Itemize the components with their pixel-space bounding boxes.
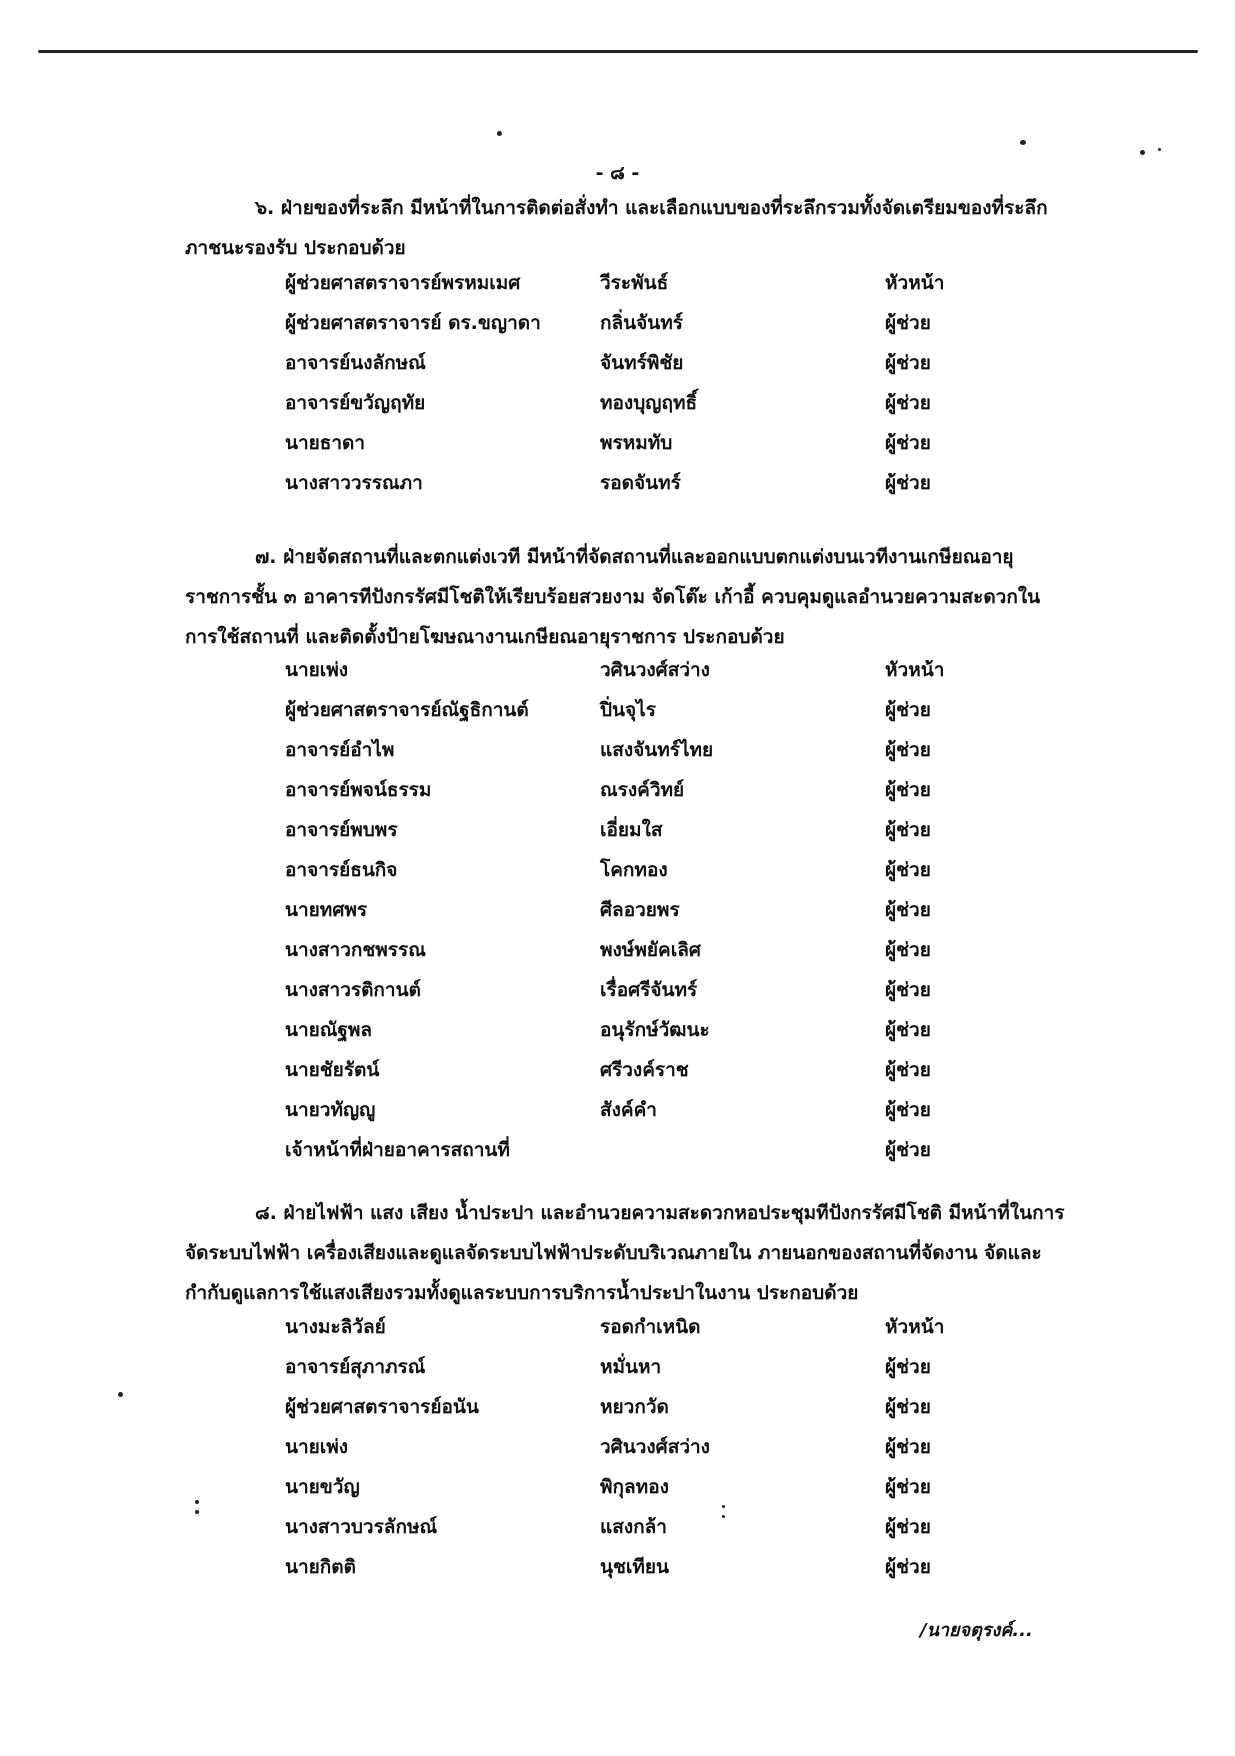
member-role: ผู้ช่วย — [885, 432, 931, 454]
member-role: ผู้ช่วย — [885, 1436, 931, 1458]
member-name: นายทศพร — [285, 899, 368, 921]
section-8-text: ๘. ฝ่ายไฟฟ้า แสง เสียง น้ำประปา และอำนวยความสะดวกหอประชุมทีปังกรรัศมีโชติ มีหน้าที่ในการจัดระบบไฟฟ้า เครื่องเสียงและดูแลจัดระบบไฟฟ้าประดับบริเวณภายใน ภายนอกของสถานที่จัดงาน จัดและกำกับดูแลการใช้แสงเสียงรวมทั้งดูแลระบบการบริการน้ำประปาในงาน ประกอบด้วย — [185, 1202, 1065, 1304]
member-surname: เอี่ยมใส — [600, 819, 663, 841]
member-name: อาจารย์พจน์ธรรม — [285, 779, 432, 801]
member-surname: พงษ์พยัคเลิศ — [600, 939, 701, 961]
member-surname: รอดกำเหนิด — [600, 1316, 701, 1338]
member-surname: รอดจันทร์ — [600, 472, 681, 494]
member-role: ผู้ช่วย — [885, 899, 931, 921]
member-name: อาจารย์สุภาภรณ์ — [285, 1356, 426, 1378]
member-surname: ทองบุญฤทธิ์ — [600, 392, 698, 414]
scan-speck — [1158, 148, 1161, 151]
member-surname: อนุรักษ์วัฒนะ — [600, 1019, 710, 1041]
member-surname: จันทร์พิชัย — [600, 352, 684, 374]
member-name: ผู้ช่วยศาสตราจารย์พรหมเมศ — [285, 272, 521, 294]
member-role: ผู้ช่วย — [885, 819, 931, 841]
member-surname: หยวกวัด — [600, 1396, 669, 1418]
member-surname: ศรีวงค์ราช — [600, 1059, 689, 1081]
member-role: หัวหน้า — [885, 659, 945, 681]
member-surname: วศินวงศ์สว่าง — [600, 1436, 710, 1458]
member-role: ผู้ช่วย — [885, 1099, 931, 1121]
member-name: นายธาดา — [285, 432, 366, 454]
member-name: เจ้าหน้าที่ฝ่ายอาคารสถานที่ — [285, 1139, 510, 1161]
member-name: อาจารย์นงลักษณ์ — [285, 352, 426, 374]
member-name: อาจารย์ธนกิจ — [285, 859, 398, 881]
member-role: ผู้ช่วย — [885, 699, 931, 721]
member-name: นางสาวรติกานต์ — [285, 979, 421, 1001]
member-role: ผู้ช่วย — [885, 472, 931, 494]
section-7-text: ๗. ฝ่ายจัดสถานที่และตกแต่งเวที มีหน้าที่จัดสถานที่และออกแบบตกแต่งบนเวทีงานเกษียณอายุราชการชั้น ๓ อาคารทีปังกรรัศมีโชติให้เรียบร้อยสวยงาม จัดโต๊ะ เก้าอี้ ควบคุมดูแลอำนวยความสะดวกในการใช้สถานที่ และติดตั้งป้ายโฆษณางานเกษียณอายุราชการ ประกอบด้วย — [185, 546, 1041, 648]
member-role: ผู้ช่วย — [885, 1019, 931, 1041]
member-name: นายกิตติ — [285, 1556, 356, 1578]
member-name: ผู้ช่วยศาสตราจารย์อนัน — [285, 1396, 479, 1418]
member-surname: วศินวงศ์สว่าง — [600, 659, 710, 681]
member-role: ผู้ช่วย — [885, 1059, 931, 1081]
scan-speck — [195, 1500, 199, 1504]
member-surname: นุชเทียน — [600, 1556, 670, 1578]
member-role: ผู้ช่วย — [885, 392, 931, 414]
member-surname: ศีลอวยพร — [600, 899, 680, 921]
member-role: ผู้ช่วย — [885, 352, 931, 374]
member-name: นายเพ่ง — [285, 1436, 349, 1458]
member-role: ผู้ช่วย — [885, 1396, 931, 1418]
member-name: ผู้ช่วยศาสตราจารย์ณัฐธิกานต์ — [285, 699, 529, 721]
member-surname: กลิ่นจันทร์ — [600, 312, 683, 334]
member-name: นางสาวบวรลักษณ์ — [285, 1516, 438, 1538]
scan-speck — [497, 131, 502, 136]
section-6-paragraph — [185, 188, 1065, 268]
member-name: นางมะลิวัลย์ — [285, 1316, 386, 1338]
member-role: ผู้ช่วย — [885, 1476, 931, 1498]
page-number: - ๘ - — [595, 162, 640, 184]
member-surname: แสงกล้า — [600, 1516, 667, 1538]
member-role: ผู้ช่วย — [885, 1139, 931, 1161]
section-7-paragraph — [185, 537, 1065, 657]
section-8-paragraph — [185, 1193, 1065, 1313]
member-role: ผู้ช่วย — [885, 312, 931, 334]
scan-speck — [722, 1515, 725, 1518]
member-name: นายชัยรัตน์ — [285, 1059, 380, 1081]
member-name: อาจารย์อำไพ — [285, 739, 395, 761]
member-surname: ปิ่นจุไร — [600, 699, 656, 721]
member-role: ผู้ช่วย — [885, 739, 931, 761]
scan-speck — [118, 1392, 123, 1397]
member-name: อาจารย์ขวัญฤทัย — [285, 392, 426, 414]
member-name: อาจารย์พบพร — [285, 819, 398, 841]
member-surname: พิกุลทอง — [600, 1476, 669, 1498]
member-surname: โคกทอง — [600, 859, 668, 881]
member-role: ผู้ช่วย — [885, 1356, 931, 1378]
member-surname: วีระพันธ์ — [600, 272, 669, 294]
member-role: หัวหน้า — [885, 272, 945, 294]
member-surname: เรื่อศรีจันทร์ — [600, 979, 698, 1001]
section-6-text: ๖. ฝ่ายของที่ระลึก มีหน้าที่ในการติดต่อสั่งทำ และเลือกแบบของที่ระลึกรวมทั้งจัดเตรียมของที่ระลึก ภาชนะรองรับ ประกอบด้วย — [185, 197, 1048, 259]
member-name: นายเพ่ง — [285, 659, 349, 681]
member-role: หัวหน้า — [885, 1316, 945, 1338]
member-role: ผู้ช่วย — [885, 1556, 931, 1578]
member-role: ผู้ช่วย — [885, 979, 931, 1001]
scan-speck — [722, 1505, 725, 1508]
member-surname: แสงจันทร์ไทย — [600, 739, 714, 761]
scan-speck — [1020, 140, 1026, 145]
member-name: นายณัฐพล — [285, 1019, 373, 1041]
scan-speck — [1140, 150, 1145, 155]
member-name: ผู้ช่วยศาสตราจารย์ ดร.ขญาดา — [285, 312, 541, 334]
member-role: ผู้ช่วย — [885, 859, 931, 881]
member-role: ผู้ช่วย — [885, 939, 931, 961]
top-rule — [38, 50, 1198, 53]
member-name: นายขวัญ — [285, 1476, 360, 1498]
scan-speck — [195, 1510, 199, 1514]
member-role: ผู้ช่วย — [885, 779, 931, 801]
member-name: นางสาววรรณภา — [285, 472, 423, 494]
member-role: ผู้ช่วย — [885, 1516, 931, 1538]
member-surname: สังค์คำ — [600, 1099, 657, 1121]
continuation-note: /นายจตุรงค์... — [920, 1620, 1033, 1641]
member-surname: หมั่นหา — [600, 1356, 662, 1378]
member-name: นายวทัญญู — [285, 1099, 376, 1121]
member-name: นางสาวกชพรรณ — [285, 939, 426, 961]
member-surname: ณรงค์วิทย์ — [600, 779, 685, 801]
member-surname: พรหมทับ — [600, 432, 673, 454]
